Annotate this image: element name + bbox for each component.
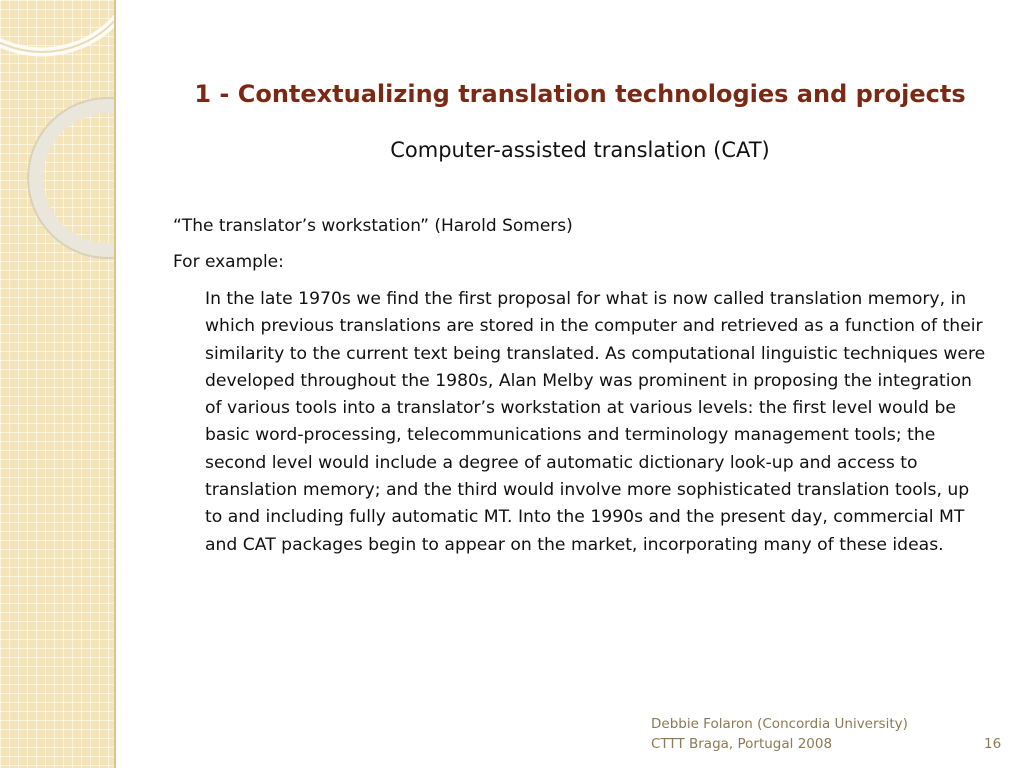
- footer-event: CTTT Braga, Portugal 2008: [651, 736, 833, 752]
- decorative-rings: [0, 0, 114, 768]
- decorative-side-panel: [0, 0, 114, 768]
- body-paragraph: In the late 1970s we find the first proposal for what is now called translation memory, in which previous translations are stored in the computer and retrieved as a function of their similarity to the current text being translated. As computational linguistic techniques were developed throughout the 1980s, Alan Melby was prominent in proposing the integration of various tools into a translator’s workstation at various levels: the first level would be basic word-processing, telecommunications and terminology management tools; the second level would include a degree of automatic dictionary look-up and access to translation memory; and the third would involve more sophisticated translation tools, up to and including fully automatic MT. Into the 1990s and the present day, commercial MT and CAT packages begin to appear on the market, incorporating many of these ideas.: [205, 289, 986, 555]
- slide-subtitle: Computer-assisted translation (CAT): [390, 138, 770, 162]
- example-label: For example:: [173, 252, 284, 272]
- quote-line: “The translator’s workstation” (Harold Somers): [173, 216, 573, 236]
- slide-title: 1 - Contextualizing translation technologies and projects: [194, 80, 966, 108]
- page-number: 16: [984, 736, 1002, 752]
- footer-credits: [651, 714, 908, 754]
- side-panel-edge: [114, 0, 116, 768]
- footer-author: Debbie Folaron (Concordia University): [651, 716, 908, 732]
